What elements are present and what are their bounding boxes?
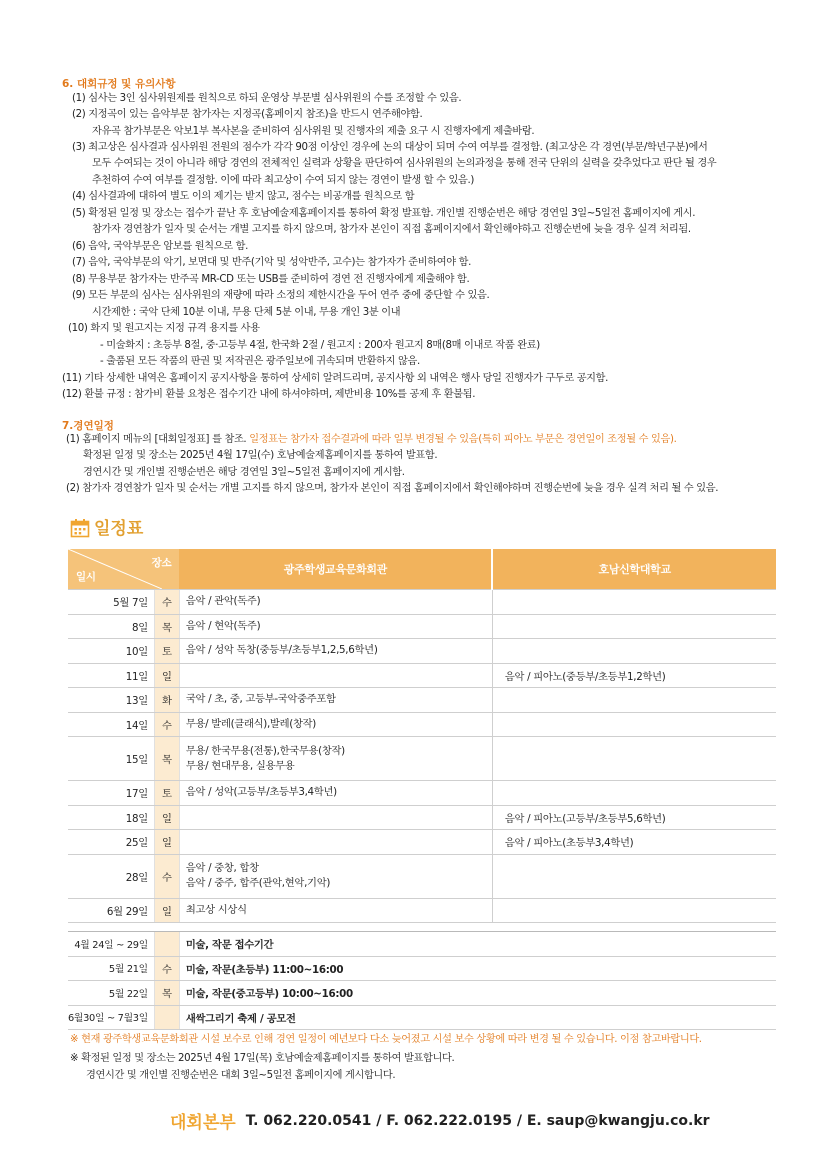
footer xyxy=(170,1108,710,1133)
timetable-row xyxy=(68,688,776,713)
event-text: 최고상 시상식 xyxy=(185,903,247,916)
row-date: 25일 xyxy=(68,830,154,855)
row-date: 10일 xyxy=(68,639,154,664)
timetable-row xyxy=(68,737,776,781)
row-date: 17일 xyxy=(68,781,154,806)
rule-line: (2) 지정곡이 있는 음악부문 참가자는 지정곡(홈페이지 참조)을 반드시 연주해야함. xyxy=(72,109,423,120)
row-date: 14일 xyxy=(68,712,154,737)
row-date: 13일 xyxy=(68,688,154,713)
art-schedule-row xyxy=(68,981,776,1006)
timetable-row xyxy=(68,830,776,855)
corner-date-label: 일시 xyxy=(76,571,96,583)
event-text: 음악 / 현악(독주) xyxy=(185,619,261,632)
row-weekday: 일 xyxy=(154,830,179,855)
timetable xyxy=(68,549,776,1030)
timetable-row xyxy=(68,898,776,923)
event-text: 무용/ 현대무용, 실용무용 xyxy=(185,759,295,772)
notice-announcement: ※ 확정된 일정 및 장소는 2025년 4월 17일(목) 호남예술제홈페이지를 통하여 발표합니다. xyxy=(70,1053,455,1064)
row-gwangju-event xyxy=(179,663,492,688)
row-gwangju-event xyxy=(179,614,492,639)
row-honam-event xyxy=(492,737,776,781)
art-row-weekday: 목 xyxy=(154,981,179,1006)
schedule-note-1-warning: 일정표는 참가자 접수결과에 따라 일부 변경될 수 있음(특히 피아노 부문은 경연일이 조정될 수 있음). xyxy=(249,434,677,445)
art-row-date: 6월30일 ~ 7월3일 xyxy=(68,1005,154,1030)
row-honam-event: 음악 / 피아노(고등부/초등부5,6학년) xyxy=(492,805,776,830)
footer-contact: T. 062.220.0541 / F. 062.222.0195 / E. saup@kwangju.co.kr xyxy=(245,1112,710,1129)
row-honam-event xyxy=(492,854,776,898)
rule-line: (4) 심사결과에 대하여 별도 이의 제기는 받지 않고, 점수는 비공개를 원칙으로 함 xyxy=(72,191,415,202)
row-gwangju-event xyxy=(179,590,492,615)
row-honam-event: 음악 / 피아노(초등부3,4학년) xyxy=(492,830,776,855)
schedule-note-3: 경연시간 및 개인별 진행순번은 해당 경연일 3일~5일전 홈페이지에 게시함. xyxy=(83,467,405,478)
rule-line: (3) 최고상은 심사결과 심사위원 전원의 점수가 각각 90점 이상인 경우에 논의 대상이 되며 수여 여부를 결정함. (최고상은 각 경연(부문/학년구분)에서 xyxy=(72,142,708,153)
art-row-date: 4월 24일 ~ 29일 xyxy=(68,932,154,957)
schedule-note-2: 확정된 일정 및 장소는 2025년 4월 17일(수) 호남예술제홈페이지를 통하여 발표함. xyxy=(83,450,438,461)
row-date: 8일 xyxy=(68,614,154,639)
row-weekday: 토 xyxy=(154,639,179,664)
row-gwangju-event xyxy=(179,712,492,737)
row-gwangju-event xyxy=(179,898,492,923)
timetable-row xyxy=(68,781,776,806)
row-honam-event xyxy=(492,688,776,713)
rule-line: 추천하여 수여 여부를 결정함. 이에 따라 최고상이 수여 되지 않는 경연이 발생 할 수 있음.) xyxy=(92,175,475,186)
row-honam-event xyxy=(492,590,776,615)
row-weekday: 목 xyxy=(154,737,179,781)
notice-order: 경연시간 및 개인별 진행순번은 대회 3일~5일전 홈페이지에 게시합니다. xyxy=(86,1070,396,1081)
timetable-title-text: 일정표 xyxy=(94,519,144,539)
row-honam-event xyxy=(492,712,776,737)
event-text: 무용/ 발레(클래식),발레(창작) xyxy=(185,717,316,730)
rule-line: (5) 확정된 일정 및 장소는 접수가 끝난 후 호남예술제홈페이지를 통하여 확정 발표함. 개인별 진행순번은 해당 경연일 3일~5일전 홈페이지에 게시. xyxy=(72,208,696,219)
notice-construction: ※ 현재 광주학생교육문화회관 시설 보수로 인해 경연 일정이 예년보다 다소 늦어졌고 시설 보수 상황에 따라 변경 될 수 있습니다. 이점 참고바랍니다. xyxy=(70,1034,702,1045)
row-honam-event xyxy=(492,614,776,639)
header-col-honam: 호남신학대학교 xyxy=(492,549,776,590)
rule-line: (11) 기타 상세한 내역은 홈페이지 공지사항을 통하여 상세히 알려드리며, 공지사항 외 내역은 행사 당일 진행자가 구두로 공지함. xyxy=(62,373,609,384)
event-text: 국악 / 초, 중, 고등부-국악중주포함 xyxy=(185,693,336,706)
timetable-row xyxy=(68,663,776,688)
event-text: 음악 / 중주, 합주(관악,현악,기악) xyxy=(185,877,331,889)
row-weekday: 수 xyxy=(154,590,179,615)
event-text: 무용/ 한국무용(전통),한국무용(창작) xyxy=(185,744,345,757)
row-date: 6월 29일 xyxy=(68,898,154,923)
row-gwangju-event xyxy=(179,688,492,713)
rule-line: (1) 심사는 3인 심사위원제를 원칙으로 하되 운영상 부문별 심사위원의 수를 조정할 수 있음. xyxy=(72,93,462,104)
row-weekday: 수 xyxy=(154,854,179,898)
row-weekday: 일 xyxy=(154,898,179,923)
event-text: 음악 / 성악(고등부/초등부3,4학년) xyxy=(185,786,337,799)
row-honam-event xyxy=(492,898,776,923)
rule-line: (12) 환불 규정 : 참가비 환불 요청은 접수기간 내에 하셔야하며, 제반비용 10%를 공제 후 환불됨. xyxy=(62,389,476,400)
schedule-heading: 7.경연일정 xyxy=(62,420,114,432)
row-date: 18일 xyxy=(68,805,154,830)
corner-place-label: 장소 xyxy=(151,557,172,569)
timetable-row xyxy=(68,614,776,639)
art-row-event: 미술, 작문(중고등부) 10:00~16:00 xyxy=(179,981,776,1006)
art-row-weekday xyxy=(154,932,179,957)
row-gwangju-event xyxy=(179,781,492,806)
art-schedule-row xyxy=(68,956,776,981)
schedule-note-1-text: (1) 홈페이지 메뉴의 [대회일정표] 를 참조. xyxy=(66,434,250,445)
row-honam-event xyxy=(492,781,776,806)
event-text: 음악 / 성악 독창(중등부/초등부1,2,5,6학년) xyxy=(185,644,378,657)
art-schedule-row xyxy=(68,932,776,957)
header-corner xyxy=(68,549,179,590)
art-row-weekday xyxy=(154,1005,179,1030)
calendar-icon xyxy=(70,518,88,536)
row-weekday: 일 xyxy=(154,805,179,830)
row-weekday: 수 xyxy=(154,712,179,737)
rules-heading: 6. 대회규정 및 유의사항 xyxy=(62,78,176,90)
row-honam-event: 음악 / 피아노(중등부/초등부1,2학년) xyxy=(492,663,776,688)
rule-line: (6) 음악, 국악부문은 암보를 원칙으로 함. xyxy=(72,241,248,252)
art-row-event: 미술, 작문 접수기간 xyxy=(179,932,776,957)
row-gwangju-event xyxy=(179,639,492,664)
footer-brand: 대회본부 xyxy=(170,1113,236,1133)
schedule-note-1 xyxy=(66,433,677,447)
art-row-event: 새싹그리기 축제 / 공모전 xyxy=(179,1005,776,1030)
row-weekday: 토 xyxy=(154,781,179,806)
row-gwangju-event xyxy=(179,737,492,781)
row-honam-event xyxy=(492,639,776,664)
row-weekday: 일 xyxy=(154,663,179,688)
separator-cell xyxy=(68,923,776,932)
timetable-row xyxy=(68,854,776,898)
timetable-row xyxy=(68,590,776,615)
row-weekday: 화 xyxy=(154,688,179,713)
schedule-note-4: (2) 참가자 경연참가 일자 및 순서는 개별 고지를 하지 않으며, 참가자 본인이 직접 홈페이지에서 확인해야하며 진행순번에 늦을 경우 실격 처리 될 수 있음. xyxy=(66,483,719,494)
art-row-date: 5월 21일 xyxy=(68,956,154,981)
row-gwangju-event xyxy=(179,805,492,830)
timetable-row xyxy=(68,712,776,737)
timetable-header xyxy=(68,549,776,590)
art-row-date: 5월 22일 xyxy=(68,981,154,1006)
timetable-separator xyxy=(68,923,776,932)
row-date: 15일 xyxy=(68,737,154,781)
rule-line: (9) 모든 부문의 심사는 심사위원의 재량에 따라 소정의 제한시간을 두어 연주 중에 중단할 수 있음. xyxy=(72,290,490,301)
row-date: 5월 7일 xyxy=(68,590,154,615)
rule-line: - 미술화지 : 초등부 8절, 중·고등부 4절, 한국화 2절 / 원고지 : 200자 원고지 8매(8매 이내로 작품 완료) xyxy=(100,340,540,351)
header-col-gwangju: 광주학생교육문화회관 xyxy=(179,549,492,590)
rule-line: 시간제한 : 국악 단체 10분 이내, 무용 단체 5분 이내, 무용 개인 3분 이내 xyxy=(92,307,401,318)
rule-line: 참가자 경연참가 일자 및 순서는 개별 고지를 하지 않으며, 참가자 본인이 직접 홈페이지에서 확인해야하고 진행순번에 늦을 경우 실격 처리됨. xyxy=(92,224,691,235)
row-gwangju-event xyxy=(179,830,492,855)
rule-line: - 출품된 모든 작품의 판권 및 저작권은 광주일보에 귀속되며 반환하지 않음. xyxy=(100,356,420,367)
art-row-weekday: 수 xyxy=(154,956,179,981)
event-text: 음악 / 중창, 합창 xyxy=(185,862,259,874)
event-text: 음악 / 관악(독주) xyxy=(185,595,261,608)
art-row-event: 미술, 작문(초등부) 11:00~16:00 xyxy=(179,956,776,981)
rule-line: (7) 음악, 국악부문의 악기, 보면대 및 반주(기악 및 성악반주, 고수)는 참가자가 준비하여야 함. xyxy=(72,257,472,268)
rule-line: (10) 화지 및 원고지는 지정 규격 용지를 사용 xyxy=(68,323,260,334)
timetable-row xyxy=(68,639,776,664)
rule-line: 자유곡 참가부문은 악보1부 복사본을 준비하여 심사위원 및 진행자의 제출 요구 시 진행자에게 제출바람. xyxy=(92,126,535,137)
timetable-row xyxy=(68,805,776,830)
row-date: 28일 xyxy=(68,854,154,898)
row-weekday: 목 xyxy=(154,614,179,639)
art-schedule-row xyxy=(68,1005,776,1030)
timetable-title xyxy=(70,514,143,539)
row-date: 11일 xyxy=(68,663,154,688)
rule-line: 모두 수여되는 것이 아니라 해당 경연의 전체적인 실력과 상황을 판단하여 심사위원의 논의과정을 통해 전국 단위의 실력을 갖추었다고 판단 될 경우 xyxy=(92,158,717,169)
row-gwangju-event xyxy=(179,854,492,898)
rule-line: (8) 무용부문 참가자는 반주곡 MR-CD 또는 USB를 준비하여 경연 전 진행자에게 제출해야 함. xyxy=(72,274,470,285)
